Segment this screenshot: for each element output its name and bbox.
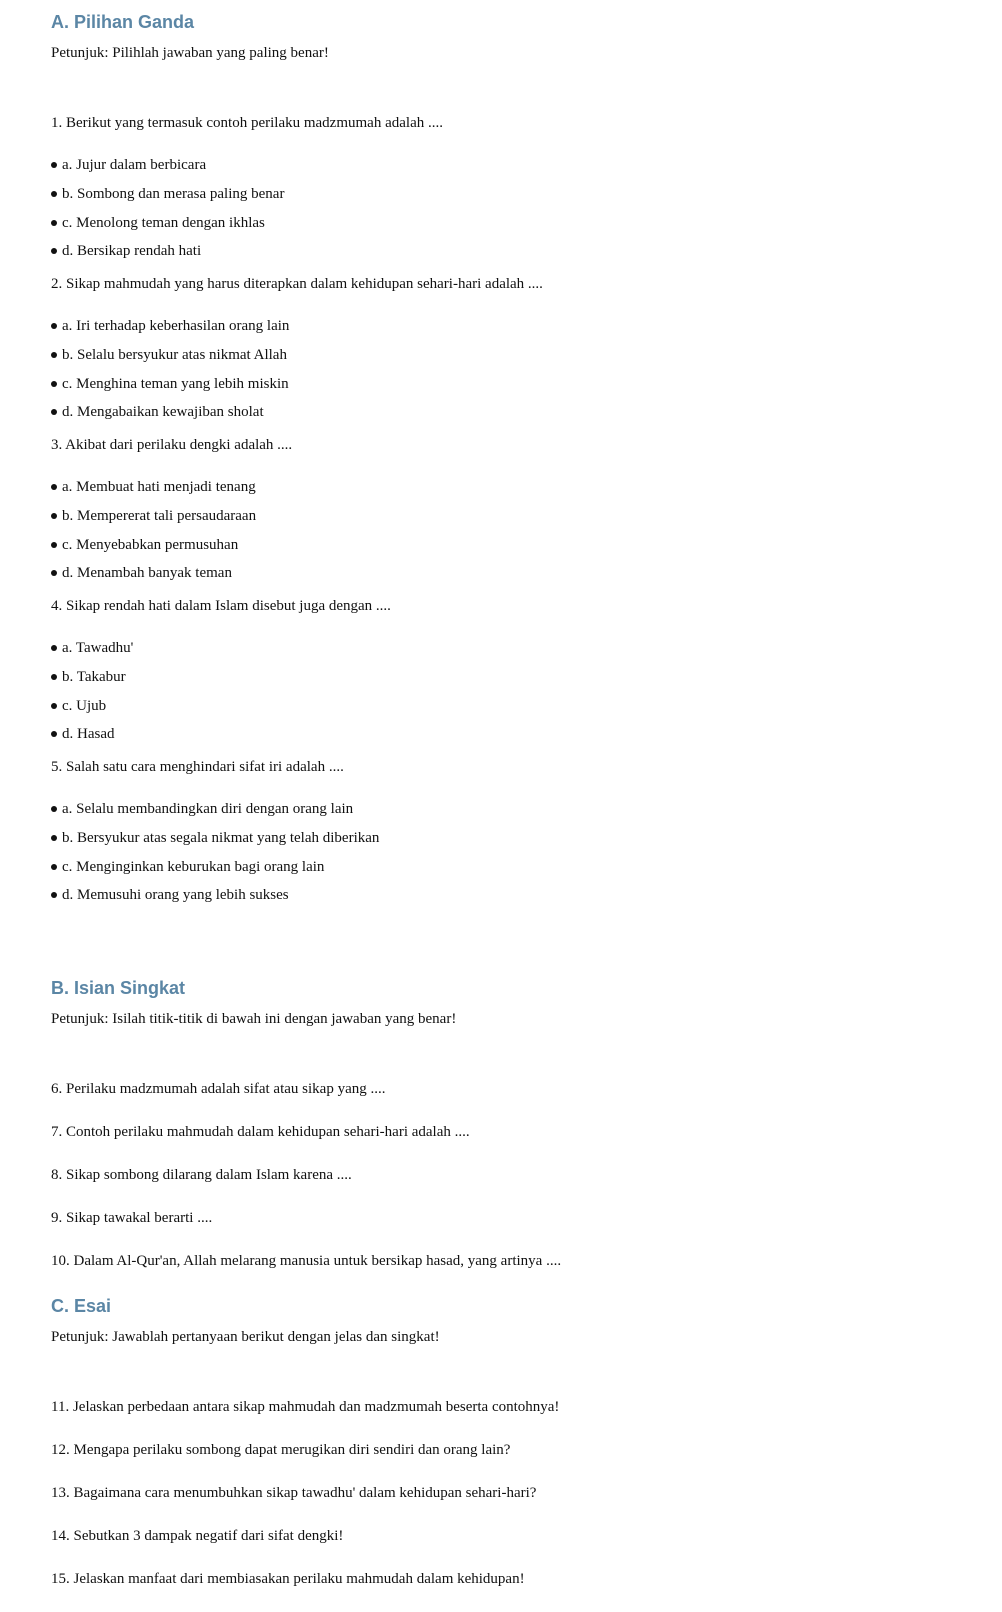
bullet-icon bbox=[51, 703, 57, 709]
question-text: 3. Akibat dari perilaku dengki adalah .... bbox=[51, 436, 293, 453]
question-text: 15. Jelaskan manfaat dari membiasakan perilaku mahmudah dalam kehidupan! bbox=[51, 1571, 525, 1587]
question-block bbox=[51, 274, 543, 422]
option-item bbox=[51, 667, 543, 687]
option-item bbox=[51, 241, 543, 261]
option-item bbox=[51, 696, 543, 716]
option-item bbox=[51, 563, 543, 583]
bullet-icon bbox=[51, 484, 57, 490]
question-text: 6. Perilaku madzmumah adalah sifat atau sikap yang .... bbox=[51, 1081, 386, 1097]
option-item bbox=[51, 828, 543, 848]
bullet-icon bbox=[51, 162, 57, 168]
question-text: 14. Sebutkan 3 dampak negatif dari sifat dengki! bbox=[51, 1528, 344, 1544]
option-text: d. Menambah banyak teman bbox=[62, 565, 232, 582]
bullet-icon bbox=[51, 409, 57, 415]
option-text: c. Menginginkan keburukan bagi orang lain bbox=[62, 858, 325, 875]
section-short-answer bbox=[51, 977, 561, 1294]
question-text: 12. Mengapa perilaku sombong dapat merugikan diri sendiri dan orang lain? bbox=[51, 1442, 511, 1458]
option-list bbox=[51, 155, 543, 261]
bullet-icon bbox=[51, 864, 57, 870]
question-block bbox=[51, 757, 543, 905]
option-list bbox=[51, 638, 543, 744]
option-text: d. Bersikap rendah hati bbox=[62, 243, 202, 260]
question-text: 4. Sikap rendah hati dalam Islam disebut juga dengan .... bbox=[51, 597, 391, 614]
option-item bbox=[51, 535, 543, 555]
option-item bbox=[51, 184, 543, 204]
option-text: c. Menghina teman yang lebih miskin bbox=[62, 375, 289, 392]
bullet-icon bbox=[51, 323, 57, 329]
question-block bbox=[51, 113, 543, 261]
option-text: d. Hasad bbox=[62, 726, 115, 743]
option-text: a. Iri terhadap keberhasilan orang lain bbox=[62, 317, 290, 334]
section-instruction: Petunjuk: Jawablah pertanyaan berikut dengan jelas dan singkat! bbox=[51, 1329, 440, 1345]
option-text: c. Menyebabkan permusuhan bbox=[62, 536, 239, 553]
bullet-icon bbox=[51, 191, 57, 197]
option-item bbox=[51, 506, 543, 526]
question-text: 1. Berikut yang termasuk contoh perilaku madzmumah adalah .... bbox=[51, 115, 443, 131]
option-text: b. Mempererat tali persaudaraan bbox=[62, 507, 257, 524]
bullet-icon bbox=[51, 381, 57, 387]
option-text: c. Ujub bbox=[62, 697, 107, 714]
option-item bbox=[51, 477, 543, 497]
question-text: 2. Sikap mahmudah yang harus diterapkan dalam kehidupan sehari-hari adalah .... bbox=[51, 275, 543, 292]
option-item bbox=[51, 155, 543, 175]
section-instruction: Petunjuk: Isilah titik-titik di bawah ini dengan jawaban yang benar! bbox=[51, 1011, 457, 1027]
option-item bbox=[51, 638, 543, 658]
option-item bbox=[51, 885, 543, 905]
section-heading: A. Pilihan Ganda bbox=[51, 12, 195, 32]
bullet-icon bbox=[51, 892, 57, 898]
bullet-icon bbox=[51, 513, 57, 519]
option-text: b. Selalu bersyukur atas nikmat Allah bbox=[62, 346, 287, 363]
option-item bbox=[51, 345, 543, 365]
option-text: a. Jujur dalam berbicara bbox=[62, 157, 207, 173]
option-text: d. Memusuhi orang yang lebih sukses bbox=[62, 887, 289, 904]
bullet-icon bbox=[51, 835, 57, 841]
option-text: b. Takabur bbox=[62, 668, 126, 685]
option-text: a. Membuat hati menjadi tenang bbox=[62, 478, 256, 495]
option-item bbox=[51, 316, 543, 336]
bullet-icon bbox=[51, 570, 57, 576]
option-text: b. Sombong dan merasa paling benar bbox=[62, 185, 285, 202]
question-text: 10. Dalam Al-Qur'an, Allah melarang manusia untuk bersikap hasad, yang artinya .... bbox=[51, 1253, 562, 1269]
section-heading: B. Isian Singkat bbox=[51, 978, 186, 998]
section-essay bbox=[51, 1295, 559, 1612]
option-list bbox=[51, 477, 543, 583]
bullet-icon bbox=[51, 806, 57, 812]
option-text: a. Selalu membandingkan diri dengan orang lain bbox=[62, 800, 354, 817]
option-list bbox=[51, 316, 543, 422]
question-text: 9. Sikap tawakal berarti .... bbox=[51, 1210, 213, 1226]
question-text: 11. Jelaskan perbedaan antara sikap mahmudah dan madzmumah beserta contohnya! bbox=[51, 1399, 560, 1415]
question-text: 7. Contoh perilaku mahmudah dalam kehidupan sehari-hari adalah .... bbox=[51, 1124, 470, 1140]
option-text: a. Tawadhu' bbox=[62, 639, 134, 656]
option-list bbox=[51, 799, 543, 905]
option-item bbox=[51, 374, 543, 394]
bullet-icon bbox=[51, 352, 57, 358]
question-text: 5. Salah satu cara menghindari sifat iri adalah .... bbox=[51, 758, 344, 775]
option-text: c. Menolong teman dengan ikhlas bbox=[62, 214, 265, 231]
bullet-icon bbox=[51, 220, 57, 226]
option-item bbox=[51, 857, 543, 877]
question-text: 8. Sikap sombong dilarang dalam Islam karena .... bbox=[51, 1167, 352, 1183]
question-text: 13. Bagaimana cara menumbuhkan sikap tawadhu' dalam kehidupan sehari-hari? bbox=[51, 1485, 537, 1501]
option-text: b. Bersyukur atas segala nikmat yang telah diberikan bbox=[62, 829, 380, 846]
option-item bbox=[51, 724, 543, 744]
section-multiple-choice bbox=[51, 11, 543, 914]
bullet-icon bbox=[51, 731, 57, 737]
question-block bbox=[51, 596, 543, 744]
bullet-icon bbox=[51, 645, 57, 651]
bullet-icon bbox=[51, 674, 57, 680]
option-item bbox=[51, 799, 543, 819]
option-item bbox=[51, 213, 543, 233]
section-instruction: Petunjuk: Pilihlah jawaban yang paling benar! bbox=[51, 45, 329, 61]
option-item bbox=[51, 402, 543, 422]
option-text: d. Mengabaikan kewajiban sholat bbox=[62, 404, 264, 421]
bullet-icon bbox=[51, 248, 57, 254]
section-heading: C. Esai bbox=[51, 1296, 112, 1316]
bullet-icon bbox=[51, 542, 57, 548]
question-block bbox=[51, 435, 543, 583]
